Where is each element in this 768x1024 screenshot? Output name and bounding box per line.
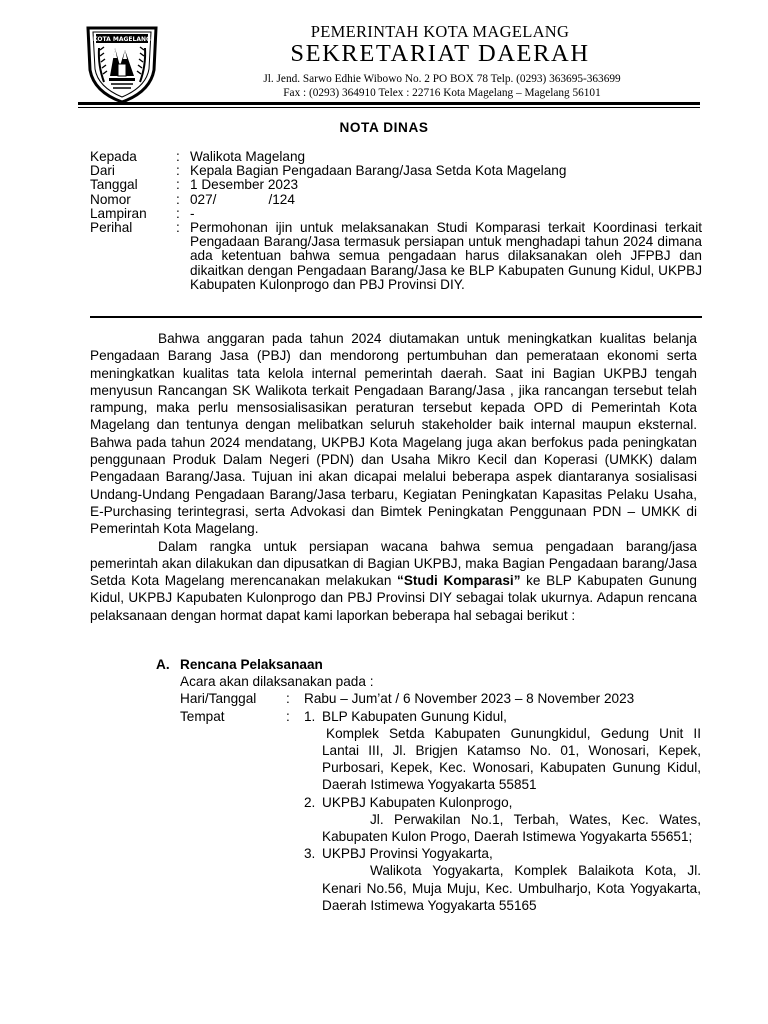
section-title: Rencana Pelaksanaan (180, 657, 323, 672)
schedule-colon: : (286, 708, 290, 724)
letterhead-rule-thick (78, 102, 700, 105)
schedule-label: Tempat (180, 708, 225, 724)
field-label: Perihal (90, 220, 133, 236)
section-rencana-pelaksanaan (156, 656, 701, 914)
memo-body (90, 330, 697, 624)
field-dari (90, 164, 702, 178)
paragraph-text: Bahwa anggaran pada tahun 2024 diutamakan untuk meningkatkan kualitas belanja Pengadaan Barang Jasa (PBJ) dan mendorong pertumbuhan dan pemerataan ekonomi serta meningkatkan kualitas tata kelola internal pemerintah daerah. Saat ini Bagian UKPBJ tengah menyusun Rancangan SK Walikota terkait Pengadaan Barang/Jasa , jika rancangan tersebut telah rampung, maka perlu mensosialisasikan peraturan tersebut kepada OPD di Pemerintah Kota Magelang dan tentunya dengan melibatkan seluruh stakeholder baik internal maupun eksternal. Bahwa pada tahun 2024 mendatang, UKPBJ Kota Magelang juga akan berfokus pada peningkatan penggunaan Produk Dalam Negeri (PDN) dan Usaha Mikro Kecil dan Koperasi (UMKK) dalam Pengadaan Barang/Jasa. Tujuan ini akan dicapai melalui beberapa aspek diantaranya sosialisasi Undang-Undang Pengadaan Barang/Jasa terbaru, Kegiatan Peningkatan Kapasitas Pelaku Usaha, E-Purchasing terintegrasi, serta Advokasi dan Bimtek Peningkatan Penggunaan PDN – UMKK di Pemerintah Kota Magelang. (90, 331, 697, 537)
field-value: 1 Desember 2023 (190, 177, 299, 193)
location-number: 3. (304, 846, 316, 862)
location-address-text: Walikota Yogyakarta, Komplek Balaikota Kota, Jl. Kenari No.56, Muja Muju, Kec. Umbulharjo, Kota Yogyakarta, Daerah Istimewa Yogyakarta 55165 (322, 863, 701, 913)
location-number: 2. (304, 794, 316, 810)
address-line-1: Jl. Jend. Sarwo Edhie Wibowo No. 2 PO BOX 78 Telp. (0293) 363695-363699 (263, 73, 621, 85)
field-value: Kepala Bagian Pengadaan Barang/Jasa Setda Kota Magelang (190, 163, 567, 179)
location-name: UKPBJ Kabupaten Kulonprogo, (322, 794, 513, 810)
field-label: Dari (90, 163, 115, 179)
location-body (322, 845, 701, 914)
section-content (156, 673, 701, 914)
field-nomor (90, 193, 702, 207)
field-label: Kepada (90, 149, 137, 164)
location-body (322, 794, 701, 846)
schedule-colon: : (286, 691, 290, 707)
nomor-part-1: 027/ (190, 191, 217, 207)
location-address (322, 862, 701, 914)
field-label: Tanggal (90, 177, 138, 193)
field-lampiran (90, 207, 702, 221)
field-value: - (190, 205, 195, 221)
field-label: Lampiran (90, 205, 147, 221)
location-item (304, 708, 701, 794)
field-kepada (90, 150, 702, 164)
field-value: Permohonan ijin untuk melaksanakan Studi Komparasi terkait Koordinasi terkait Pengadaan Barang/Jasa termasuk persiapan untuk menghadapi tahun 2024 dimana ada ketentuan bahwa semua pengadaan harus dilaksanakan oleh JFPBJ dan dikaitkan dengan Pengadaan Barang/Jasa ke BLP Kabupaten Gunung Kidul, UKPBJ Kabupaten Kulonprogo dan PBJ Provinsi DIY. (190, 220, 702, 292)
field-value: Walikota Magelang (190, 149, 306, 164)
schedule-date-row (180, 690, 701, 707)
field-colon: : (176, 205, 180, 221)
field-perihal (90, 221, 702, 292)
location-list (304, 708, 701, 914)
field-tanggal (90, 178, 702, 192)
nomor-part-2: /124 (268, 191, 295, 207)
field-colon: : (176, 220, 180, 236)
section-heading (156, 656, 701, 673)
location-address (322, 811, 701, 845)
field-value (190, 193, 702, 207)
location-item (304, 845, 701, 914)
emblem-text: KOTA MAGELANG (93, 36, 151, 43)
schedule-value: Rabu – Jum’at / 6 November 2023 – 8 November 2023 (304, 691, 635, 707)
body-paragraph-2 (90, 538, 697, 624)
header-divider (90, 316, 702, 318)
location-number: 1. (304, 708, 316, 724)
field-colon: : (176, 163, 180, 179)
letterhead-address (222, 73, 662, 100)
location-item (304, 794, 701, 846)
letterhead-rule-thin (78, 107, 700, 108)
field-colon: : (176, 149, 180, 164)
city-emblem-logo (84, 26, 160, 104)
location-address (322, 725, 701, 794)
paragraph-text: Dalam rangka untuk persiapan wacana bahwa semua pengadaan barang/jasa pemerintah akan dilakukan dan dipusatkan di Bagian UKPBJ, maka Bagian Pengadaan barang/Jasa Setda Kota Magelang merencanakan melakukan (90, 538, 697, 589)
location-body (322, 708, 701, 794)
section-letter: A. (156, 657, 170, 672)
location-address-text: Komplek Setda Kabupaten Gunungkidul, Gedung Unit II Lantai III, Jl. Brigjen Katamso No. 01, Wonosari, Kepek, Purbosari, Kepek, Kec. Wonosari, Kabupaten Gunung Kidul, Daerah Istimewa Yogyakarta 55851 (322, 725, 701, 793)
paragraph-text: ke BLP Kabupaten Gunung Kidul, UKPBJ Kapubaten Kulonprogo dan PBJ Provinsi DIY sebagai tolak ukurnya. Adapun rencana pelaksanaan dengan hormat dapat kami laporkan beberapa hal sebagai berikut : (90, 573, 697, 623)
field-colon: : (176, 191, 180, 207)
paragraph-bold-text: “Studi Komparasi” (397, 573, 521, 589)
letterhead-government: PEMERINTAH KOTA MAGELANG (310, 22, 570, 41)
memo-header-fields (90, 150, 702, 292)
field-colon: : (176, 177, 180, 193)
location-name: BLP Kabupaten Gunung Kidul, (322, 708, 507, 724)
body-paragraph-1 (90, 330, 697, 538)
location-name: UKPBJ Provinsi Yogyakarta, (322, 846, 493, 862)
schedule-label: Hari/Tanggal (180, 691, 257, 707)
section-intro: Acara akan dilaksanakan pada : (180, 674, 374, 690)
document-title: NOTA DINAS (339, 120, 429, 135)
address-line-2: Fax : (0293) 364910 Telex : 22716 Kota Magelang – Magelang 56101 (283, 86, 601, 99)
location-address-text: Jl. Perwakilan No.1, Terbah, Wates, Kec. Wates, Kabupaten Kulon Progo, Daerah Istimewa Yogyakarta 55651; (322, 811, 701, 845)
field-label: Nomor (90, 191, 131, 207)
letterhead-office: SEKRETARIAT DAERAH (290, 40, 590, 67)
schedule-place-row (180, 708, 701, 914)
